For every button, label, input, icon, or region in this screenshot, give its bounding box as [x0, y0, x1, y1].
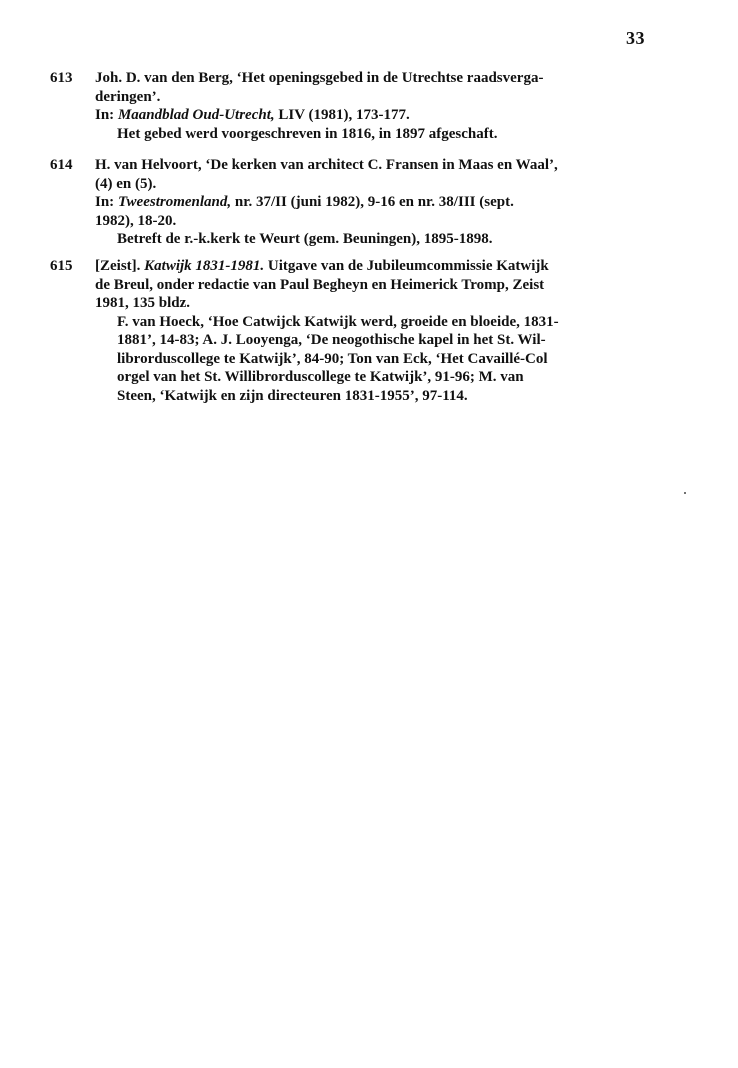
bibliography-entry — [50, 257, 660, 405]
source-prefix: In: — [95, 107, 118, 123]
scan-speck — [684, 492, 686, 494]
page-number: 33 — [626, 28, 645, 48]
source-prefix: In: — [95, 194, 118, 210]
journal-title: Maandblad Oud-Utrecht, — [117, 107, 275, 123]
entry-note: Betreft de r.-k.kerk te Weurt (gem. Beuningen), 1895-1898. — [117, 231, 493, 247]
journal-title: Tweestromenland, — [117, 194, 232, 210]
entry-author-title-continued: (4) en (5). — [95, 175, 157, 192]
entry-author-title: H. van Helvoort, ‘De kerken van architect C. Fransen in Maas en Waal’, — [95, 157, 558, 173]
entry-note-line: F. van Hoeck, ‘Hoe Catwijck Katwijk werd, groeide en bloeide, 1831- — [117, 313, 559, 330]
source-details: nr. 37/II (juni 1982), 9-16 en nr. 38/III (sept. — [231, 194, 514, 210]
entry-body — [95, 156, 650, 249]
source-details: LIV (1981), 173-177. — [274, 107, 410, 123]
entry-author-title-continued: deringen’. — [95, 88, 161, 105]
entry-source-continued: 1982), 18-20. — [95, 212, 177, 229]
entry-body — [95, 69, 650, 143]
entry-place: [Zeist]. — [95, 258, 141, 274]
entry-number: 613 — [50, 70, 73, 86]
entry-body — [95, 257, 650, 405]
entry-note-line: librorduscollege te Katwijk’, 84-90; Ton van Eck, ‘Het Cavaillé-Col — [117, 350, 548, 367]
bibliography-entry — [50, 156, 660, 249]
entry-number: 615 — [50, 258, 73, 274]
entry-number: 614 — [50, 157, 73, 173]
entry-publisher: Uitgave van de Jubileumcommissie Katwijk — [264, 258, 549, 274]
entry-editors: de Breul, onder redactie van Paul Begheyn en Heimerick Tromp, Zeist — [95, 276, 545, 293]
entry-note-line: 1881’, 14-83; A. J. Looyenga, ‘De neogothische kapel in het St. Wil- — [117, 332, 546, 348]
entry-source — [95, 193, 650, 212]
entry-note-line: orgel van het St. Willibrorduscollege te Katwijk’, 91-96; M. van — [117, 369, 524, 385]
entry-source — [95, 106, 650, 125]
entry-pub-details: 1981, 135 bldz. — [95, 295, 191, 311]
entry-note: Het gebed werd voorgeschreven in 1816, in 1897 afgeschaft. — [117, 125, 498, 142]
entry-title-line — [95, 257, 650, 276]
entry-author-title: Joh. D. van den Berg, ‘Het openingsgebed in de Utrechtse raadsverga- — [95, 70, 544, 86]
book-title: Katwijk 1831-1981. — [144, 258, 265, 274]
entry-note-line: Steen, ‘Katwijk en zijn directeuren 1831-1955’, 97-114. — [117, 387, 468, 404]
bibliography-entry — [50, 69, 660, 143]
